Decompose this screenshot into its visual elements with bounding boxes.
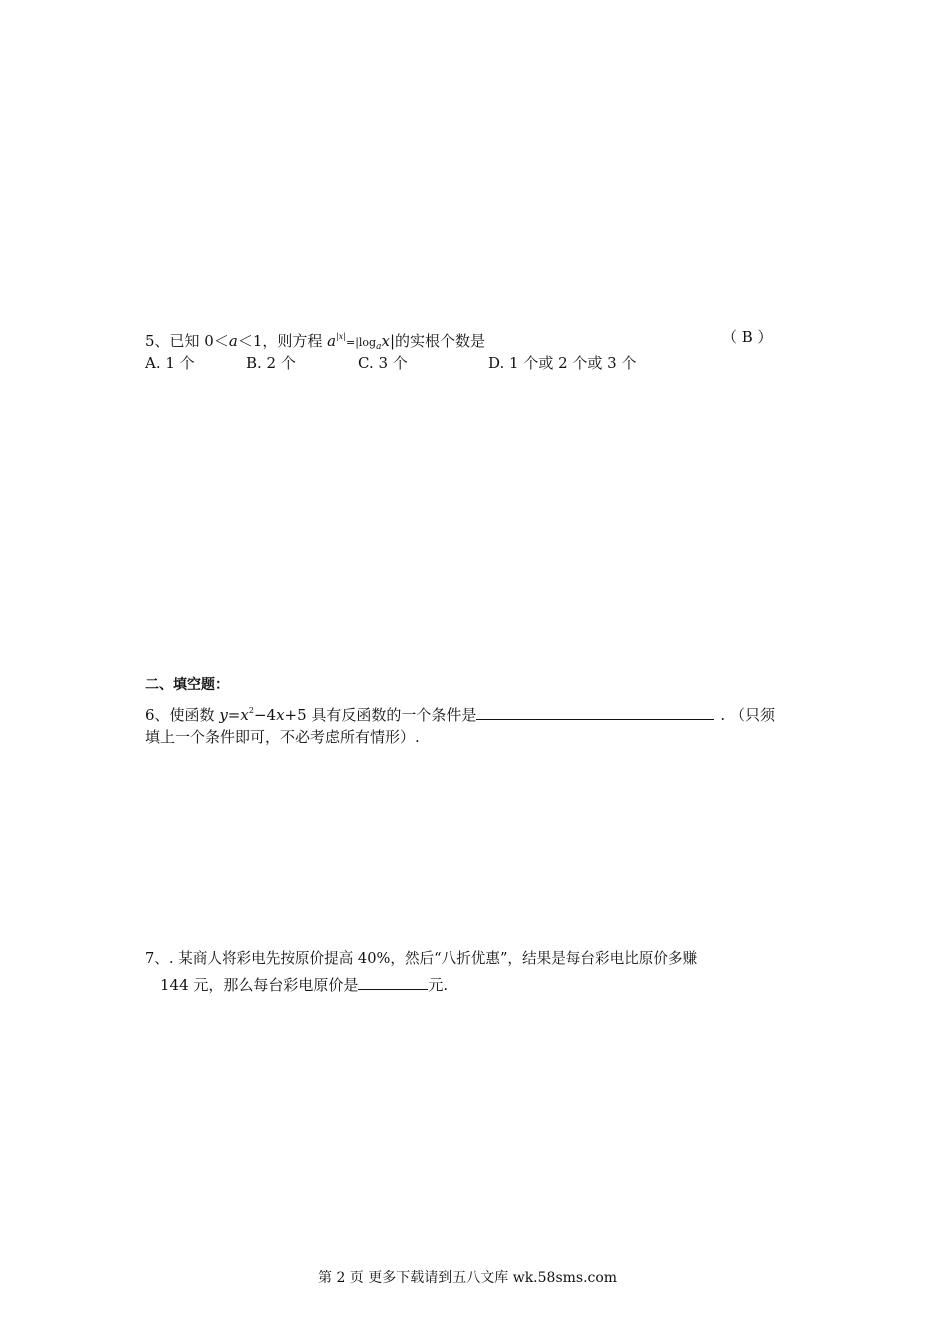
page-footer: 第 2 页 更多下载请到五八文库 wk.58sms.com	[318, 1270, 618, 1286]
q5-eq-base: a	[327, 332, 337, 350]
q7-line2-prefix: 144 元，那么每台彩电原价是	[160, 976, 359, 994]
question-6-line-2: 填上一个条件即可，不必考虑所有情形）.	[145, 728, 420, 746]
q6-prefix: 6、使函数	[145, 706, 220, 724]
q5-var-a: a	[228, 332, 238, 350]
question-6-line-1	[145, 701, 775, 725]
q6-func-eq: =	[227, 706, 241, 724]
q5-eq-log-base: a	[376, 342, 382, 352]
question-7-line-1: 7、. 某商人将彩电先按原价提高 40%，然后“八折优惠”，结果是每台彩电比原价多赚	[145, 950, 698, 967]
q5-eq-exponent: |x|	[336, 332, 346, 341]
q5-prefix: 5、已知 0＜	[145, 332, 229, 350]
question-7-line-2	[160, 975, 448, 995]
q5-option-b: B. 2 个	[246, 354, 296, 372]
q7-line2-suffix: 元.	[428, 976, 449, 994]
q5-option-c: C. 3 个	[358, 354, 408, 372]
question-5	[145, 327, 485, 357]
q6-answer-blank[interactable]	[476, 705, 714, 720]
q5-eq-equals-log: =|log	[345, 336, 377, 349]
section-heading-fill-in: 二、填空题：	[145, 677, 229, 693]
q5-mid: ＜1，则方程	[237, 332, 328, 350]
q5-option-d: D. 1 个或 2 个或 3 个	[488, 354, 637, 372]
q5-answer: （ B ）	[722, 328, 773, 346]
q6-func-x: x	[240, 706, 249, 724]
q6-func-x2: x	[276, 706, 285, 724]
q6-func-y: y	[219, 706, 228, 724]
q5-option-a: A. 1 个	[145, 354, 195, 372]
q7-answer-blank[interactable]	[358, 975, 428, 990]
q5-eq-close: |	[389, 332, 395, 350]
q5-suffix: 的实根个数是	[395, 332, 486, 350]
q6-func-sup: 2	[248, 706, 254, 715]
q6-func-end: +5 具有反函数的一个条件是	[284, 706, 477, 724]
q6-func-mid: −4	[253, 706, 277, 724]
q6-after-blank: . （只须	[720, 706, 775, 724]
q5-eq-x: x	[381, 332, 390, 350]
